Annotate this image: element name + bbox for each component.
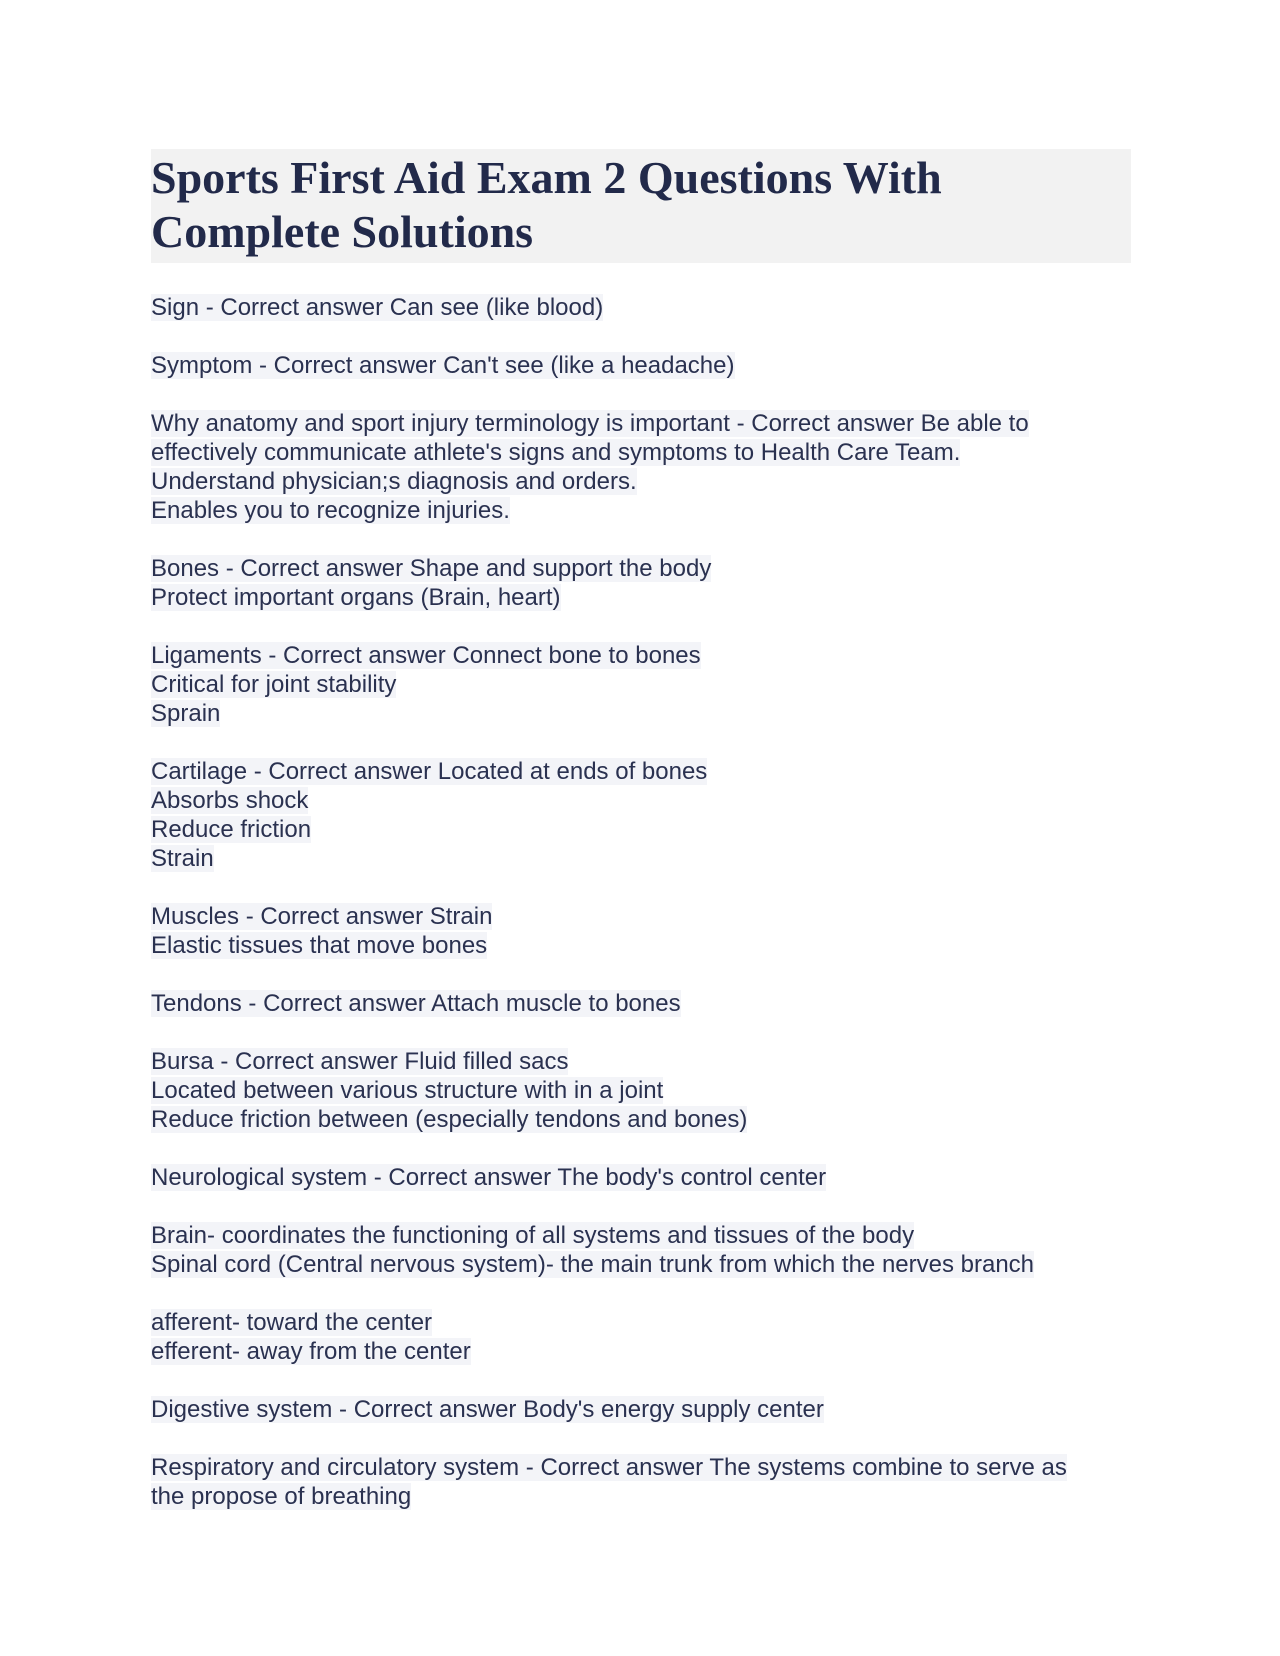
qa-entry-text: Sign - Correct answer Can see (like blood) bbox=[151, 294, 604, 321]
qa-entry-line bbox=[151, 1482, 1131, 1511]
qa-entry-text: Protect important organs (Brain, heart) bbox=[151, 584, 561, 611]
qa-entry-line bbox=[151, 786, 1131, 815]
qa-entry-heading-line bbox=[151, 554, 1131, 583]
qa-entry-heading-line bbox=[151, 1047, 1131, 1076]
qa-entry-text: Reduce friction bbox=[151, 816, 312, 843]
qa-entry bbox=[151, 351, 1131, 380]
qa-entry-heading-line bbox=[151, 1453, 1131, 1482]
qa-entry-text: the propose of breathing bbox=[151, 1483, 412, 1510]
qa-entry-text: Elastic tissues that move bones bbox=[151, 932, 488, 959]
qa-entry-heading-line bbox=[151, 641, 1131, 670]
qa-entry-text: Located between various structure with in a joint bbox=[151, 1077, 664, 1104]
qa-entry-heading-line bbox=[151, 757, 1131, 786]
qa-entry bbox=[151, 554, 1131, 612]
qa-entry-text: Neurological system - Correct answer The body's control center bbox=[151, 1164, 827, 1191]
qa-entry-line bbox=[151, 844, 1131, 873]
qa-entry-text: Reduce friction between (especially tendons and bones) bbox=[151, 1106, 748, 1133]
qa-entry-text: effectively communicate athlete's signs and symptoms to Health Care Team. bbox=[151, 439, 961, 466]
qa-entry-line bbox=[151, 1105, 1131, 1134]
qa-entry-text: Critical for joint stability bbox=[151, 671, 397, 698]
qa-entry-heading-line bbox=[151, 351, 1131, 380]
qa-entry-text: Respiratory and circulatory system - Correct answer The systems combine to serve as bbox=[151, 1454, 1067, 1481]
qa-entry-line bbox=[151, 1250, 1131, 1279]
qa-entry bbox=[151, 1163, 1131, 1192]
document-page bbox=[151, 149, 1131, 1540]
qa-entry-line bbox=[151, 931, 1131, 960]
qa-entry-text: efferent- away from the center bbox=[151, 1338, 471, 1365]
qa-entry-heading-line bbox=[151, 989, 1131, 1018]
qa-entry-line bbox=[151, 1337, 1131, 1366]
qa-entry bbox=[151, 641, 1131, 728]
qa-entry bbox=[151, 1395, 1131, 1424]
qa-entry-text: Cartilage - Correct answer Located at ends of bones bbox=[151, 758, 708, 785]
qa-entry-text: Strain bbox=[151, 845, 214, 872]
qa-entry-heading-line bbox=[151, 1163, 1131, 1192]
qa-entry-line bbox=[151, 467, 1131, 496]
qa-entry-text: Bursa - Correct answer Fluid filled sacs bbox=[151, 1048, 569, 1075]
qa-entry-text: Brain- coordinates the functioning of all systems and tissues of the body bbox=[151, 1222, 915, 1249]
qa-entry-text: Symptom - Correct answer Can't see (like a headache) bbox=[151, 352, 735, 379]
qa-entry-heading-line bbox=[151, 1221, 1131, 1250]
qa-entry bbox=[151, 1047, 1131, 1134]
qa-entry-text: Muscles - Correct answer Strain bbox=[151, 903, 493, 930]
qa-entry-heading-line bbox=[151, 293, 1131, 322]
qa-entry-line bbox=[151, 815, 1131, 844]
qa-entry-text: Sprain bbox=[151, 700, 221, 727]
qa-entry-text: afferent- toward the center bbox=[151, 1309, 433, 1336]
qa-entry-heading-line bbox=[151, 409, 1131, 438]
qa-entry-text: Enables you to recognize injuries. bbox=[151, 497, 510, 524]
qa-entry bbox=[151, 409, 1131, 525]
qa-entry bbox=[151, 293, 1131, 322]
qa-entry-text: Tendons - Correct answer Attach muscle to bones bbox=[151, 990, 681, 1017]
qa-entry bbox=[151, 902, 1131, 960]
qa-entry-line bbox=[151, 670, 1131, 699]
qa-entry-heading-line bbox=[151, 1395, 1131, 1424]
qa-entry-heading-line bbox=[151, 902, 1131, 931]
qa-entry-text: Digestive system - Correct answer Body's energy supply center bbox=[151, 1396, 824, 1423]
qa-entry-line bbox=[151, 583, 1131, 612]
qa-entry-line bbox=[151, 699, 1131, 728]
qa-entry-text: Why anatomy and sport injury terminology is important - Correct answer Be able to bbox=[151, 410, 1029, 437]
qa-entry-text: Understand physician;s diagnosis and orders. bbox=[151, 468, 637, 495]
qa-entry-text: Bones - Correct answer Shape and support the body bbox=[151, 555, 712, 582]
qa-entry-heading-line bbox=[151, 1308, 1131, 1337]
document-title: Sports First Aid Exam 2 Questions With Complete Solutions bbox=[151, 152, 942, 257]
qa-entry-text: Ligaments - Correct answer Connect bone to bones bbox=[151, 642, 701, 669]
qa-entry bbox=[151, 1308, 1131, 1366]
qa-entry-text: Absorbs shock bbox=[151, 787, 309, 814]
qa-entry bbox=[151, 1453, 1131, 1511]
qa-list bbox=[151, 293, 1131, 1511]
qa-entry bbox=[151, 1221, 1131, 1279]
qa-entry-line bbox=[151, 1076, 1131, 1105]
qa-entry bbox=[151, 989, 1131, 1018]
title-block bbox=[151, 149, 1131, 263]
qa-entry-line bbox=[151, 438, 1131, 467]
qa-entry-text: Spinal cord (Central nervous system)- the main trunk from which the nerves branch bbox=[151, 1251, 1035, 1278]
qa-entry-line bbox=[151, 496, 1131, 525]
qa-entry bbox=[151, 757, 1131, 873]
